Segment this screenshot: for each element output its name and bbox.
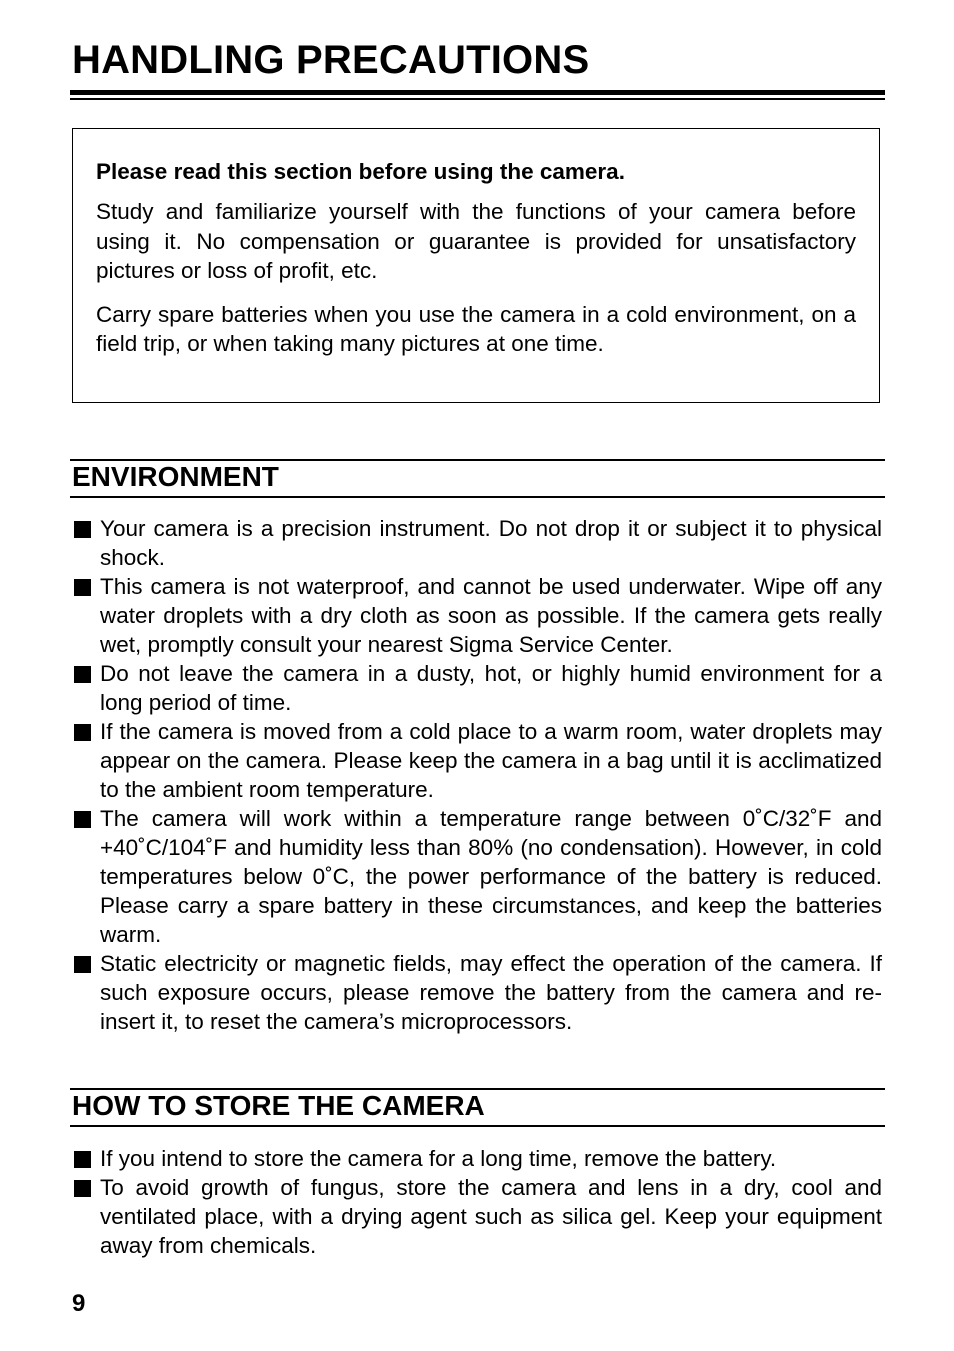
list-item-text: The camera will work within a temperature range between 0˚C/32˚F and +40˚C/104˚F and humidity less than 80% (no condensation). However, in cold temperatures below 0˚C, the power performance of the battery is reduced. Please carry a spare battery in these circumstances, and keep the batteries warm. xyxy=(100,806,882,947)
title-divider-thin xyxy=(70,98,885,100)
square-bullet-icon xyxy=(74,956,91,973)
list-item xyxy=(72,1144,882,1173)
list-item-text: Static electricity or magnetic fields, may effect the operation of the camera. If such exposure occurs, please remove the battery from the camera and re-insert it, to reset the camera’s microprocessors. xyxy=(100,951,882,1034)
storage-rule-bottom xyxy=(70,1125,885,1127)
list-item xyxy=(72,659,882,717)
list-item-text: If you intend to store the camera for a long time, remove the battery. xyxy=(100,1146,777,1171)
list-item xyxy=(72,1173,882,1260)
list-item xyxy=(72,804,882,949)
list-item xyxy=(72,717,882,804)
page-title: HANDLING PRECAUTIONS xyxy=(72,38,590,82)
title-divider-thick xyxy=(70,90,885,95)
environment-heading: ENVIRONMENT xyxy=(72,461,279,492)
list-item-text: To avoid growth of fungus, store the camera and lens in a dry, cool and ventilated place, with a drying agent such as silica gel. Keep your equipment away from chemicals. xyxy=(100,1175,882,1258)
square-bullet-icon xyxy=(74,724,91,741)
list-item xyxy=(72,514,882,572)
list-item-text: Your camera is a precision instrument. Do not drop it or subject it to physical shock. xyxy=(100,516,882,570)
square-bullet-icon xyxy=(74,521,91,538)
notice-paragraph: Study and familiarize yourself with the functions of your camera before using it. No compensation or guarantee is provided for unsatisfactory pictures or loss of profit, etc. xyxy=(96,199,856,283)
square-bullet-icon xyxy=(74,811,91,828)
list-item xyxy=(72,572,882,659)
square-bullet-icon xyxy=(74,666,91,683)
environment-list xyxy=(72,514,882,1036)
environment-rule-bottom xyxy=(70,496,885,498)
list-item xyxy=(72,949,882,1036)
square-bullet-icon xyxy=(74,1151,91,1168)
notice-box xyxy=(72,128,880,403)
page-number: 9 xyxy=(72,1290,86,1317)
square-bullet-icon xyxy=(74,1180,91,1197)
square-bullet-icon xyxy=(74,579,91,596)
notice-heading: Please read this section before using the camera. xyxy=(96,159,625,184)
storage-heading: HOW TO STORE THE CAMERA xyxy=(72,1090,485,1121)
notice-paragraph: Carry spare batteries when you use the camera in a cold environment, on a field trip, or when taking many pictures at one time. xyxy=(96,301,856,356)
list-item-text: Do not leave the camera in a dusty, hot, or highly humid environment for a long period of time. xyxy=(100,661,882,715)
storage-list xyxy=(72,1144,882,1260)
list-item-text: This camera is not waterproof, and cannot be used underwater. Wipe off any water droplets with a dry cloth as soon as possible. If the camera gets really wet, promptly consult your nearest Sigma Service Center. xyxy=(100,574,882,657)
list-item-text: If the camera is moved from a cold place to a warm room, water droplets may appear on the camera. Please keep the camera in a bag until it is acclimatized to the ambient room temperature. xyxy=(100,719,882,802)
